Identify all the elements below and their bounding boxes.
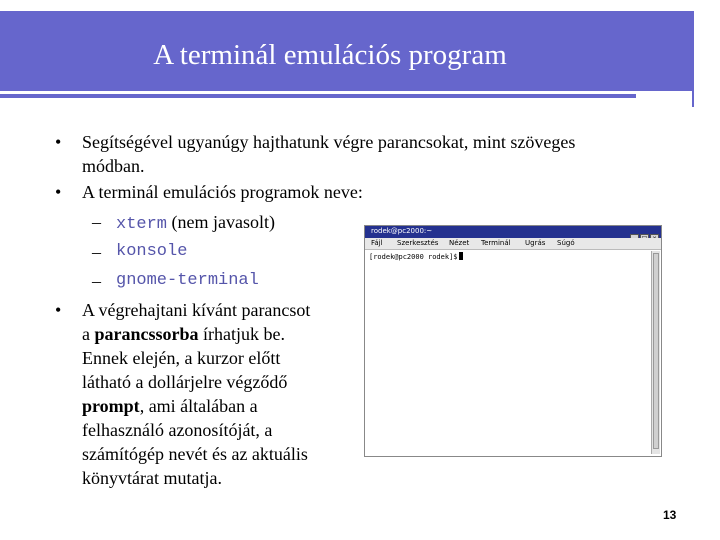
sub-item-text <box>116 210 275 237</box>
text-run: írhatjuk be. <box>198 324 285 344</box>
bullet-1-line-2: módban. <box>82 156 145 176</box>
title-side-bar <box>692 11 694 107</box>
cmd-gnome-terminal: gnome-terminal <box>116 271 259 290</box>
cmd-xterm: xterm <box>116 215 168 234</box>
xterm-note: (nem javasolt) <box>171 212 275 232</box>
dash-marker: – <box>92 271 101 291</box>
bold-prompt: prompt <box>82 396 140 416</box>
bullet-3-line-2 <box>82 322 285 346</box>
bullet-marker: • <box>55 300 62 320</box>
terminal-scrollbar <box>651 251 660 454</box>
bullet-marker: • <box>55 182 62 202</box>
cmd-konsole: konsole <box>116 242 188 261</box>
terminal-title: rodek@pc2000:~ <box>371 227 433 235</box>
bullet-marker: • <box>55 132 62 152</box>
terminal-menubar <box>365 238 661 250</box>
menu-item-edit: Szerkesztés <box>397 239 439 247</box>
bullet-3-line-7: számítógép nevét és az aktuális <box>82 444 308 464</box>
text-run: a <box>82 324 95 344</box>
cursor <box>459 252 463 260</box>
bullet-3-line-5 <box>82 394 258 418</box>
text-run: , ami általában a <box>139 396 258 416</box>
bullet-2-text: A terminál emulációs programok neve: <box>82 182 363 202</box>
menu-item-terminal: Terminál <box>481 239 511 247</box>
terminal-window-screenshot <box>364 225 662 457</box>
bold-parancssorba: parancssorba <box>94 324 199 344</box>
menu-item-go: Ugrás <box>525 239 546 247</box>
prompt-line <box>369 252 463 261</box>
terminal-body <box>367 251 649 454</box>
prompt-text: [rodek@pc2000 rodek]$ <box>369 253 458 261</box>
scrollbar-thumb <box>653 253 659 449</box>
slide-title: A terminál emulációs program <box>153 39 507 71</box>
dash-marker: – <box>92 212 101 232</box>
title-banner-gap <box>692 11 720 106</box>
menu-item-file: Fájl <box>371 239 383 247</box>
page-number: 13 <box>663 508 677 522</box>
bullet-3-line-3: Ennek elején, a kurzor előtt <box>82 348 281 368</box>
terminal-titlebar <box>365 226 661 238</box>
dash-marker: – <box>92 242 101 262</box>
title-underline <box>0 94 636 98</box>
menu-item-help: Súgó <box>557 239 575 247</box>
bullet-1-line-1: Segítségével ugyanúgy hajthatunk végre parancsokat, mint szöveges <box>82 132 576 152</box>
menu-item-view: Nézet <box>449 239 470 247</box>
bullet-3-line-6: felhasználó azonosítóját, a <box>82 420 273 440</box>
bullet-3-line-8: könyvtárat mutatja. <box>82 468 222 488</box>
bullet-3-line-4: látható a dollárjelre végződő <box>82 372 288 392</box>
bullet-3-line-1: A végrehajtani kívánt parancsot <box>82 300 311 320</box>
